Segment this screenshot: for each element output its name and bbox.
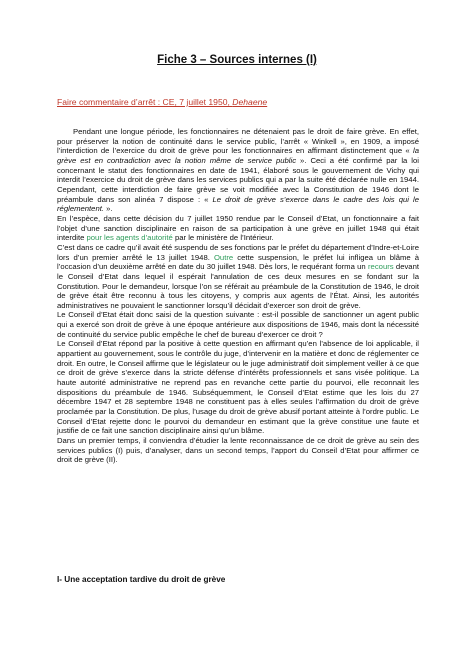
preamble-quote: Le droit de grève s’exerce dans le cadre des lois qui le réglementent. bbox=[57, 194, 419, 214]
case-name: Dehaene bbox=[232, 97, 268, 107]
highlight-text: Outre bbox=[213, 252, 234, 262]
highlight-text: pour les agents d’autorité bbox=[86, 233, 173, 243]
subtitle-prefix: Faire commentaire d’arrêt : CE, 7 juillet 1950, bbox=[57, 97, 233, 107]
paragraph-6: Dans un premier temps, il conviendra d’étudier la lente reconnaissance de ce droit de grève au sein des services publics (I) puis, d’analyser, dans un second temps, l’apport du Conseil d’Etat pour affirmer ce droit de grève (II). bbox=[57, 436, 419, 465]
paragraph-5: Le Conseil d’Etat répond par la positive à cette question en affirmant qu’en l’absence de loi applicable, il appartient au gouvernement, sous le contrôle du juge, d’intervenir en la matière et donc de réglementer ce droit. En outre, le Conseil affirme que le législateur ou le juge administratif doit simplement veiller à ce que ce droit de grève s’exerce dans la stricte défense d’intérêts professionnels et sans visée politique. La haute autorité administrative ne reprend pas en revanche cette partie du pourvoi, elle reconnait les dispositions du préambule de 1946. Subséquemment, le Conseil d’Etat estime que les lois du 27 décembre 1947 et 28 septembre 1948 ne constituent pas à elles seules l’affirmation du droit de grève proclamée par la Constitution. De plus, l’usage du droit de grève abusif portant atteinte à l’ordre public. Le Conseil d’Etat rejette donc le pourvoi du demandeur en estimant que la grève constitue une faute et justifie de ce fait une sanction disciplinaire ainsi qu’un blâme. bbox=[57, 339, 419, 436]
paragraph-4: Le Conseil d’Etat était donc saisi de la question suivante : est-il possible de sanctionner un agent public qui a exercé son droit de grève à une époque antérieure aux dispositions de 1946, mais dont la nécessité de continuité du service public empêche le chef de bureau d’exercer ce droit ? bbox=[57, 310, 419, 339]
assignment-subtitle bbox=[57, 97, 437, 107]
winkell-quote: la grève est en contradiction avec la notion même de service public bbox=[57, 146, 419, 165]
paragraph-3: C’est dans ce cadre qu’il avait été suspendu de ses fonctions par le préfet du département d’Indre-et-Loire lors d’un premier arrêté le 13 juillet 1948. Outre cette suspension, le préfet lui infligea un blâme à l’occasion d’un deuxième arrêté en date du 30 juillet 1948. Dès lors, le requérant forma un recours devant le Conseil d’Etat dans lequel il espérait l’annulation de ces deux mesures en se fondant sur la Constitution. Pour le demandeur, lorsque l’on se référait au préambule de la Constitution de 1946, le droit de grève était être reconnu à tous les citoyens, y compris aux agents de l’État. Ainsi, les autorités administratives ne pouvaient le sanctionner lorsqu’il décidait d’exercer son droit de grève. bbox=[57, 242, 419, 310]
body-text bbox=[57, 127, 419, 465]
page-title: Fiche 3 – Sources internes (I) bbox=[157, 54, 317, 66]
paragraph-1: Pendant une longue période, les fonctionnaires ne détenaient pas le droit de faire grève. En effet, pour préserver la notion de continuité dans le service public, l’arrêt « Winkell », en 1909, a imposé l’interdiction de l’exercice du droit de grève pour les fonctionnaires en affirmant distinctement que « la grève est en contradiction avec la notion même de service public ». Ceci a été confirmé par la loi concernant le statut des fonctionnaires en date de 1941, élaboré sous le gouvernement de Vichy qui interdit l’exercice du droit de grève dans les services publics qui a par la suite été déclarée nulle en 1944. Cependant, cette interdiction de faire grève se voit modifiée avec la Constitution de 1946 dont le préambule dans son alinéa 7 dispose : « Le droit de grève s’exerce dans le cadre des lois qui le réglementent. ». bbox=[57, 127, 419, 214]
section-heading: I- Une acceptation tardive du droit de grève bbox=[57, 575, 226, 584]
highlight-text: recours bbox=[367, 262, 394, 272]
paragraph-2: En l’espèce, dans cette décision du 7 juillet 1950 rendue par le Conseil d’Etat, un fonctionnaire a fait l’objet d’une sanction disciplinaire en raison de sa participation à une grève en juillet 1948 qui était interdite pour les agents d’autorité par le ministère de l’Intérieur. bbox=[57, 213, 419, 243]
